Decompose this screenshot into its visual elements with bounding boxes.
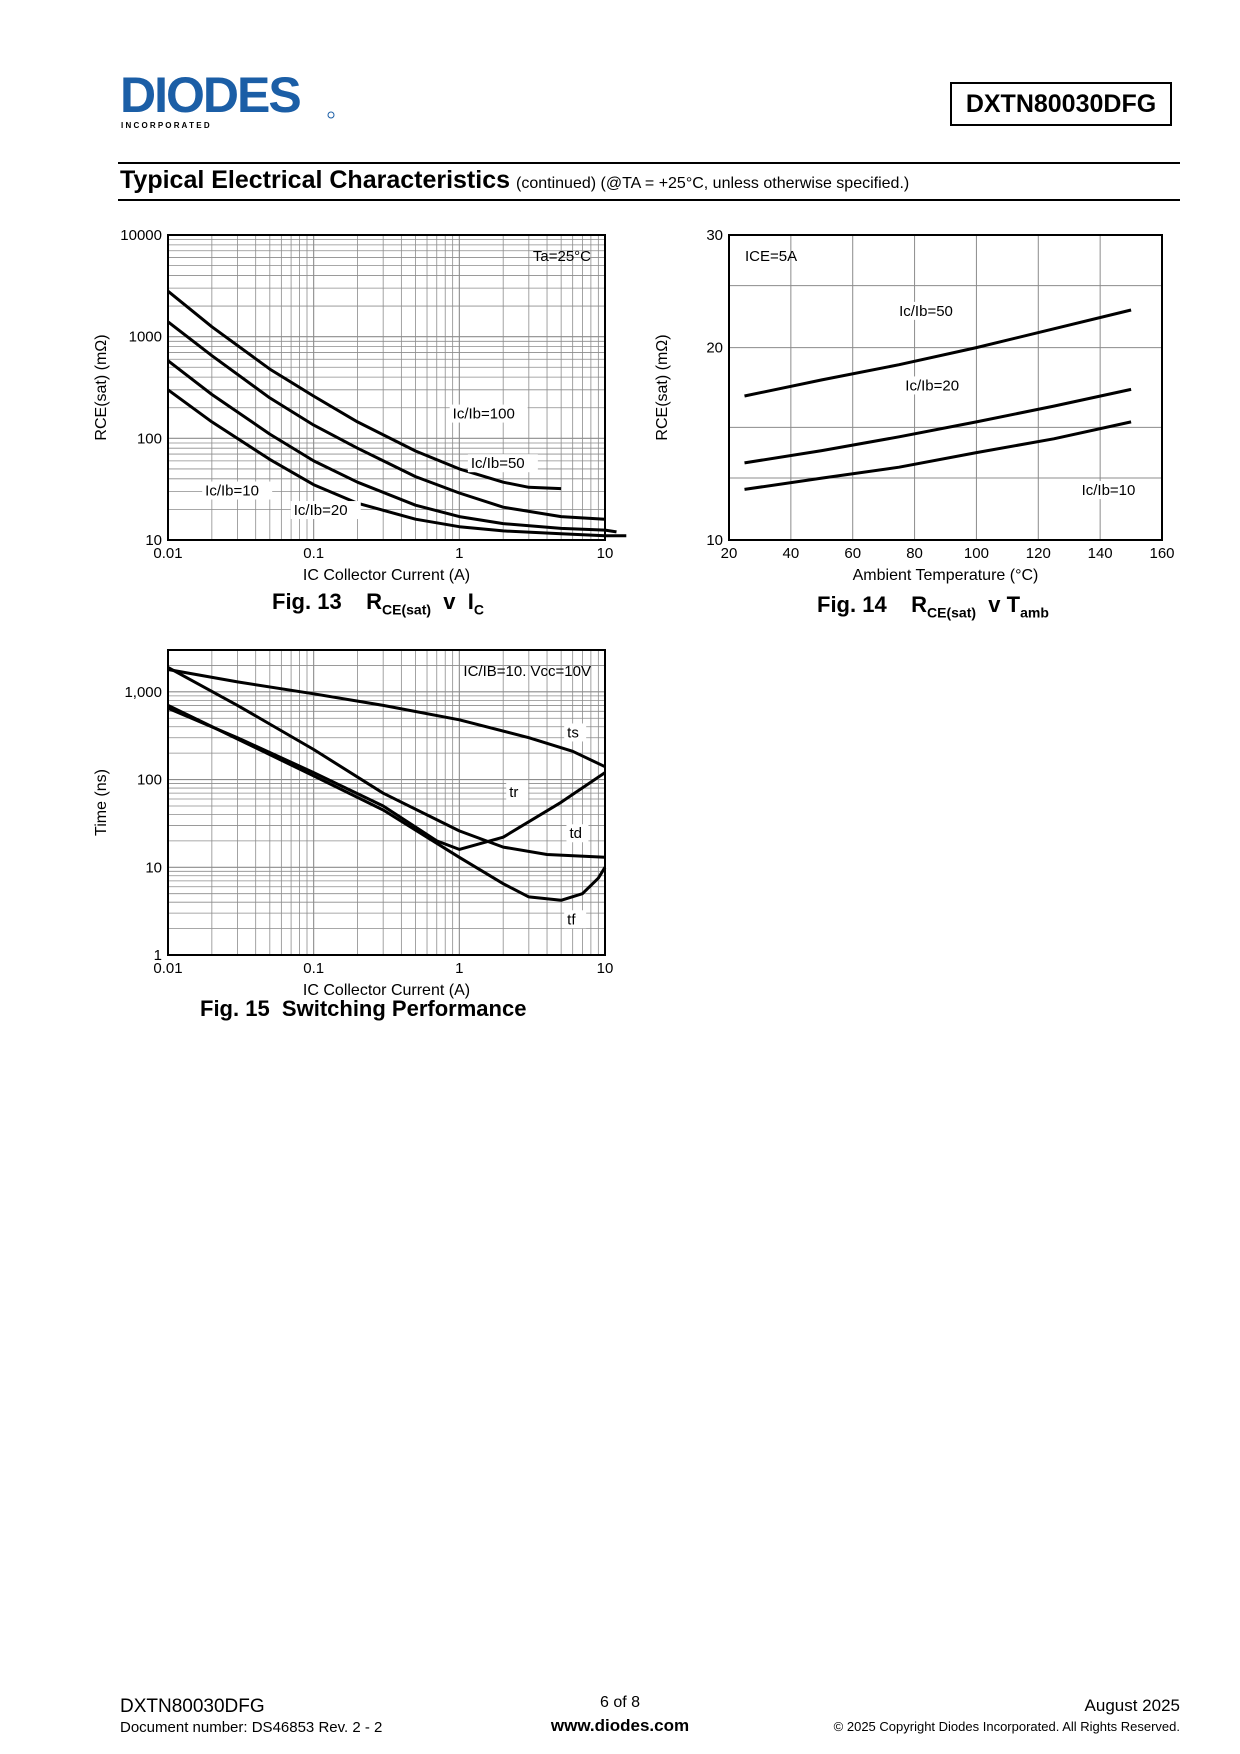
chart-2-xtick-6: 140 (1087, 545, 1113, 562)
fig14-caption-sub2: amb (1020, 604, 1049, 621)
logo-wordmark: DIODES (120, 72, 300, 123)
fig13-caption-sub2: C (473, 601, 485, 618)
fig14-caption-number: Fig. 14 (817, 592, 887, 617)
chart-2-curve-label-2: Ic/Ib=10 (1081, 482, 1136, 500)
chart-2-xtick-1: 40 (782, 545, 800, 562)
chart-2-annotation: ICE=5A (745, 248, 798, 265)
chart-3-ytick-1: 10 (145, 859, 162, 877)
fig13-caption-symbol2: I (467, 589, 474, 614)
chart-3-ytick-0: 1 (153, 947, 162, 964)
chart-2-ylabel: RCE(sat) (mΩ) (654, 334, 671, 441)
chart-3-curve-label-0: ts (567, 724, 579, 742)
chart-1-xlabel: IC Collector Current (A) (302, 567, 471, 584)
chart-3-xlabel: IC Collector Current (A) (302, 982, 471, 999)
fig14-caption-v: v T (988, 592, 1021, 617)
fig13-caption-symbol: R (366, 589, 383, 614)
fig15-caption-title: Switching Performance (281, 996, 527, 1021)
chart-1-series-3 (168, 361, 617, 532)
footer-doc-number: Document number: DS46853 Rev. 2 - 2 (120, 1719, 383, 1736)
chart-1-xtick-1: 0.1 (303, 545, 325, 562)
logo-subtext: I N C O R P O R A T E D (121, 121, 210, 130)
chart-3-curve-label-3: tf (567, 911, 576, 929)
chart-3-annotation: IC/IB=10. Vcc=10V (463, 663, 591, 680)
footer-date: August 2025 (1084, 1696, 1180, 1715)
chart-1-xtick-3: 10 (596, 545, 614, 562)
fig14-caption-sub: CE(sat) (927, 604, 977, 621)
chart-2-xtick-4: 100 (963, 545, 989, 562)
chart-1-curve-label-1: Ic/Ib=50 (470, 455, 525, 473)
chart-3-xtick-2: 1 (455, 960, 464, 977)
chart-2-ytick-2: 30 (706, 227, 723, 244)
fig13-caption-sub: CE(sat) (382, 601, 432, 618)
chart-1-annotation: Ta=25°C (532, 248, 591, 265)
chart-3-xtick-3: 10 (596, 960, 614, 977)
fig13-caption-number: Fig. 13 (272, 589, 342, 614)
chart-2-curve-label-0: Ic/Ib=50 (899, 302, 953, 320)
chart-3-ytick-2: 100 (136, 771, 162, 789)
chart-3-grid (168, 650, 605, 955)
chart-2-xtick-0: 20 (720, 545, 738, 562)
chart-3-series-2 (168, 708, 605, 849)
fig13-caption (272, 589, 484, 617)
fig14-caption-symbol: R (911, 592, 928, 617)
section-title: Typical Electrical Characteristics (120, 166, 511, 194)
chart-1-ytick-2: 1000 (128, 328, 162, 346)
chart-3-curve-label-2: td (569, 825, 582, 843)
chart-3-ytick-3: 1,000 (124, 683, 162, 701)
chart-1-ytick-3: 10000 (120, 227, 162, 244)
footer-copyright: © 2025 Copyright Diodes Incorporated. All Rights Reserved. (833, 1719, 1180, 1734)
fig15-caption-number: Fig. 15 (200, 996, 270, 1021)
chart-1-ytick-1: 100 (136, 430, 162, 448)
chart-2-xtick-5: 120 (1025, 545, 1051, 562)
fig13-caption-v: v (443, 589, 456, 614)
footer-url[interactable]: www.diodes.com (550, 1716, 690, 1735)
chart-2-curve-label-1: Ic/Ib=20 (905, 377, 960, 395)
chart-1-ytick-0: 10 (145, 532, 162, 549)
footer-part: DXTN80030DFG (120, 1696, 265, 1717)
chart-1-ylabel: RCE(sat) (mΩ) (93, 334, 110, 441)
chart-2-xlabel: Ambient Temperature (°C) (852, 567, 1039, 584)
chart-1-xtick-0: 0.01 (153, 545, 183, 562)
fig14-caption (817, 592, 1049, 620)
chart-1-xtick-2: 1 (455, 545, 464, 562)
chart-1-curve-label-0: Ic/Ib=100 (452, 405, 515, 423)
chart-1-curve-label-2: Ic/Ib=10 (205, 482, 259, 500)
chart-2-ytick-0: 10 (706, 532, 723, 549)
chart-3-ylabel: Time (ns) (93, 769, 110, 836)
chart-2-xtick-2: 60 (844, 545, 862, 562)
section-subtitle: (continued) (@TA = +25°C, unless otherwise specified.) (516, 175, 910, 192)
part-number: DXTN80030DFG (965, 89, 1157, 118)
chart-3-curve-label-1: tr (509, 783, 519, 801)
chart-3-xtick-1: 0.1 (303, 960, 325, 977)
chart-2-series-2 (745, 389, 1132, 463)
fig15-caption (200, 996, 526, 1022)
chart-2-series-3 (745, 422, 1132, 490)
chart-3-xtick-0: 0.01 (153, 960, 183, 977)
chart-2-xtick-7: 160 (1149, 545, 1175, 562)
chart-2-xtick-3: 80 (906, 545, 923, 562)
footer-page: 6 of 8 (599, 1694, 641, 1711)
chart-1-curve-label-3: Ic/Ib=20 (293, 502, 348, 520)
chart-2-ytick-1: 20 (706, 339, 723, 357)
